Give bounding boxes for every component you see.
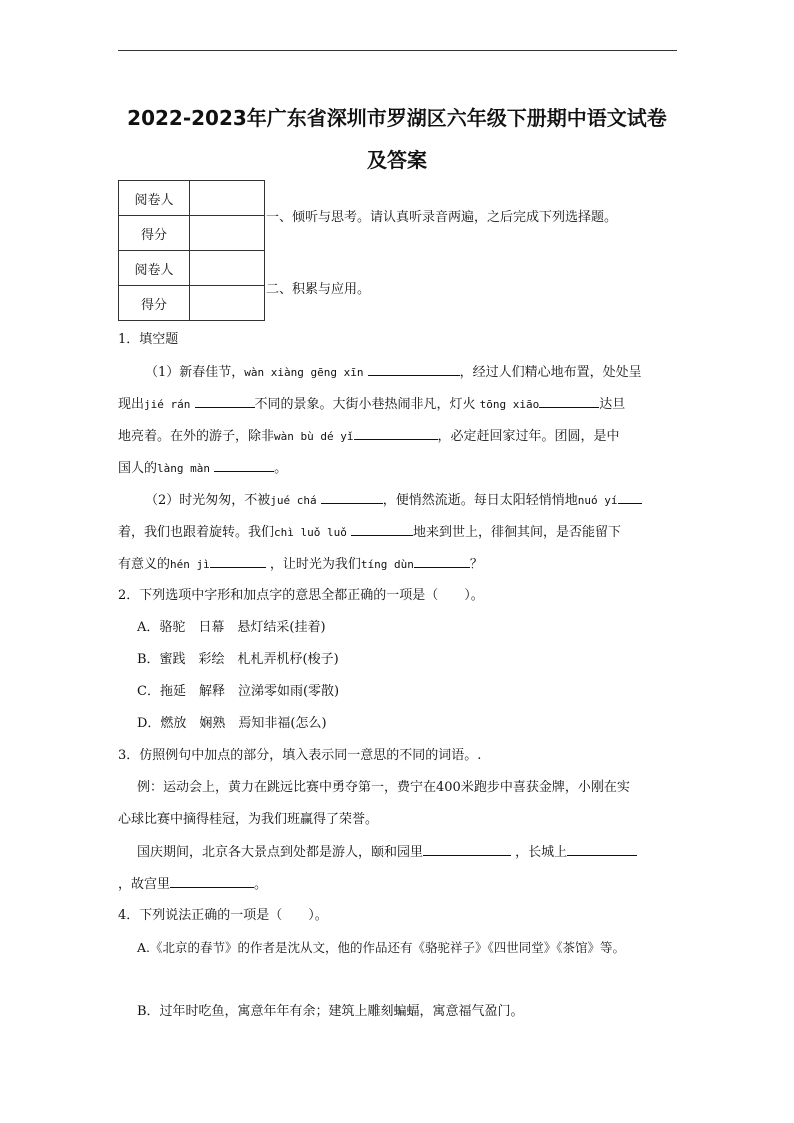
q3-fill-line1 bbox=[137, 843, 637, 862]
q1-heading: 1．填空题 bbox=[118, 332, 179, 347]
q3-fill-line2 bbox=[118, 875, 267, 894]
text-run: ，便悄然流逝。每日太阳轻悄悄地 bbox=[382, 493, 578, 508]
answer-blank[interactable] bbox=[321, 491, 383, 504]
page-title: 2022-2023年广东省深圳市罗湖区六年级下册期中语文试卷 bbox=[127, 106, 667, 130]
section-two-heading: 二、积累与应用。 bbox=[266, 282, 371, 297]
score-row bbox=[119, 181, 265, 216]
answer-blank[interactable] bbox=[423, 843, 511, 856]
text-run: 不同的景象。大街小巷热闹非凡，灯火 bbox=[254, 397, 476, 412]
answer-blank[interactable] bbox=[214, 459, 274, 472]
q3-example-line2: 心球比赛中摘得桂冠，为我们班赢得了荣誉。 bbox=[118, 812, 379, 827]
pinyin: jié rán bbox=[144, 398, 191, 411]
answer-blank[interactable] bbox=[195, 395, 255, 408]
score-row bbox=[119, 286, 265, 321]
text-run: ？ bbox=[469, 557, 483, 572]
score-table bbox=[118, 180, 265, 321]
q1-p2-line3 bbox=[118, 555, 483, 574]
q1-p1-line3 bbox=[118, 427, 620, 446]
q1-p2-line1 bbox=[145, 491, 642, 510]
score-cell[interactable] bbox=[190, 216, 265, 251]
text-run: 国人的 bbox=[118, 461, 158, 476]
text-run: ，让时光为我们 bbox=[269, 557, 361, 572]
q4-heading: 4．下列说法正确的一项是（ ）。 bbox=[118, 908, 328, 923]
pinyin: tíng dùn bbox=[360, 558, 414, 571]
pinyin: tōng xiāo bbox=[479, 398, 540, 411]
grader-label: 阅卷人 bbox=[119, 181, 190, 216]
q2-option-d[interactable]: D．燃放 娴熟 焉知非福(怎么) bbox=[137, 716, 327, 731]
text-run: ，长城上 bbox=[515, 845, 568, 860]
grader-label: 阅卷人 bbox=[119, 251, 190, 286]
answer-blank[interactable] bbox=[414, 555, 470, 568]
score-row bbox=[119, 251, 265, 286]
pinyin: chì luǒ luǒ bbox=[274, 526, 347, 539]
q2-option-a[interactable]: A．骆驼 日幕 悬灯结采(挂着) bbox=[137, 620, 326, 635]
grader-cell[interactable] bbox=[190, 181, 265, 216]
pinyin: nuó yí bbox=[577, 494, 618, 507]
text-run: 着，我们也跟着旋转。我们 bbox=[118, 525, 275, 540]
pinyin: wàn bù dé yǐ bbox=[274, 430, 354, 443]
q4-option-b[interactable]: B．过年时吃鱼，寓意年年有余；建筑上雕刻蝙蝠，寓意福气盈门。 bbox=[137, 1004, 524, 1019]
q1-p1-line4 bbox=[118, 459, 287, 478]
q3-example-line1: 例：运动会上，黄力在跳远比赛中勇夺第一，费宁在400米跑步中喜获金牌，小刚在实 bbox=[137, 780, 630, 795]
q3-heading: 3．仿照例句中加点的部分，填入表示同一意思的不同的词语。. bbox=[118, 748, 482, 763]
text-run: ，故宫里 bbox=[118, 877, 171, 892]
q1-p1-line2 bbox=[118, 395, 625, 414]
pinyin: hén jì bbox=[170, 558, 210, 571]
text-run: （2）时光匆匆，不被 bbox=[145, 493, 271, 508]
q1-p1-line1 bbox=[145, 363, 642, 382]
answer-blank[interactable] bbox=[539, 395, 599, 408]
text-run: 地亮着。在外的游子，除非 bbox=[118, 429, 275, 444]
text-run: ，经过人们精心地布置，处处呈 bbox=[459, 365, 642, 380]
answer-blank[interactable] bbox=[567, 843, 637, 856]
text-run: 地来到世上，徘徊其间，是否能留下 bbox=[413, 525, 622, 540]
text-run: 。 bbox=[274, 461, 288, 476]
answer-blank[interactable] bbox=[351, 523, 413, 536]
text-run: 。 bbox=[254, 877, 268, 892]
q1-p2-line2 bbox=[118, 523, 621, 542]
answer-blank[interactable] bbox=[618, 491, 642, 504]
score-row bbox=[119, 216, 265, 251]
answer-blank[interactable] bbox=[368, 363, 460, 376]
answer-blank[interactable] bbox=[170, 875, 254, 888]
score-label: 得分 bbox=[119, 286, 190, 321]
header-rule bbox=[118, 50, 677, 51]
pinyin: jué chá bbox=[270, 494, 317, 507]
section-one-heading: 一、倾听与思考。请认真听录音两遍，之后完成下列选择题。 bbox=[266, 210, 618, 225]
text-run: 有意义的 bbox=[118, 557, 171, 572]
text-run: （1）新春佳节， bbox=[145, 365, 245, 380]
grader-cell[interactable] bbox=[190, 251, 265, 286]
text-run: ，必定赶回家过年。团圆，是中 bbox=[437, 429, 620, 444]
q2-option-b[interactable]: B．蜜践 彩绘 札札弄机杼(梭子) bbox=[137, 652, 339, 667]
pinyin: wàn xiàng gēng xīn bbox=[244, 366, 364, 379]
text-run: 达旦 bbox=[599, 397, 626, 412]
pinyin: làng màn bbox=[157, 462, 210, 475]
score-label: 得分 bbox=[119, 216, 190, 251]
text-run: 国庆期间，北京各大景点到处都是游人，颐和园里 bbox=[137, 845, 424, 860]
page-title-continued: 及答案 bbox=[367, 148, 427, 172]
q2-heading: 2．下列选项中字形和加点字的意思全都正确的一项是（ ）。 bbox=[118, 588, 484, 603]
answer-blank[interactable] bbox=[354, 427, 438, 440]
score-cell[interactable] bbox=[190, 286, 265, 321]
q4-option-a[interactable]: A.《北京的春节》的作者是沈从文，他的作品还有《骆驼祥子》《四世同堂》《茶馆》等。 bbox=[137, 940, 626, 955]
answer-blank[interactable] bbox=[210, 555, 266, 568]
q2-option-c[interactable]: C．拖延 解释 泣涕零如雨(零散) bbox=[137, 684, 340, 699]
text-run: 现出 bbox=[118, 397, 145, 412]
